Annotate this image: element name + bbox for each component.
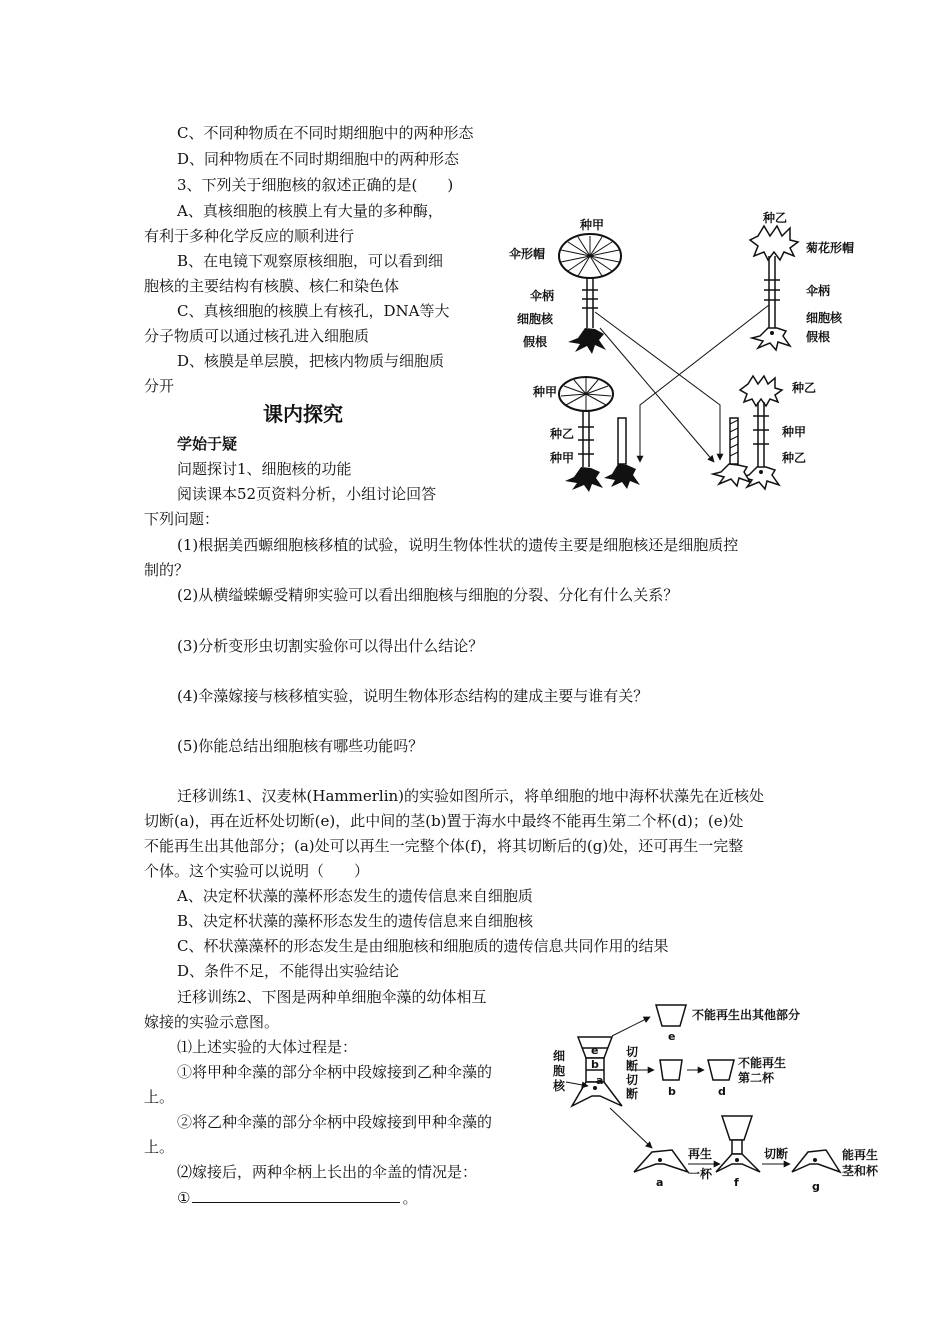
fig1-label-chrysanthemum-cap: 菊花形帽 <box>806 241 855 255</box>
section-intro-line2: 下列问题： <box>144 510 220 528</box>
cut-lower-label <box>626 1072 638 1101</box>
fig1-label-bottom-right-species-b: 种乙 <box>792 381 817 395</box>
svg-text:细: 细 <box>553 1049 566 1063</box>
fig1-label-bottom-right-root-b: 种乙 <box>782 451 807 465</box>
transfer2-line1: 迁移训练2、下图是两种单细胞伞藻的幼体相互 <box>177 988 487 1006</box>
q3-option-b-line1: B、在电镜下观察原核细胞，可以看到细 <box>177 252 444 270</box>
piece-d <box>708 1060 734 1080</box>
fig1-label-bottom-right-stalk-a: 种甲 <box>782 425 807 439</box>
fig2-cut-again: 切断 <box>764 1147 789 1161</box>
answer-1-suffix: 。 <box>402 1189 418 1207</box>
transfer2-step1a: ①将甲种伞藻的部分伞柄中段嫁接到乙种伞藻的 <box>177 1063 493 1081</box>
fig1-label-nucleus-right: 细胞核 <box>806 311 843 325</box>
transfer1-line1: 迁移训练1、汉麦林(Hammerlin)的实验如图所示，将单细胞的地中海杯状藻先在近核处 <box>177 787 765 805</box>
transfer1-line3: 不能再生出其他部分；(a)处可以再生一完整个体(f)，将其切断后的(g)处，还可再生一完整 <box>144 837 744 855</box>
fig1-label-nucleus-left: 细胞核 <box>517 312 554 326</box>
fig2-regrow-1: 再生 <box>688 1147 713 1161</box>
cut-upper-label <box>626 1044 638 1073</box>
piece-e <box>656 1005 686 1026</box>
fig1-label-umbrella-cap: 伞形帽 <box>509 247 546 261</box>
transfer1-line2: 切断(a)，再在近杯处切断(e)，此中间的茎(b)置于海水中最终不能再生第二个杯(d)；(e)处 <box>144 812 744 830</box>
svg-text:切: 切 <box>626 1073 639 1087</box>
question-1-line2: 制的？ <box>144 561 190 579</box>
fig2-label-d: d <box>718 1085 726 1098</box>
fig2-label-b-mid: b <box>591 1058 599 1071</box>
section-intro-line1: 阅读课本52页资料分析，小组讨论回答 <box>177 485 437 503</box>
transfer2-step2: ⑵嫁接后，两种伞柄上长出的伞盖的情况是： <box>177 1163 478 1181</box>
fig1-label-species-a: 种甲 <box>580 218 605 232</box>
fig1-label-rhizoid-left: 假根 <box>523 335 548 349</box>
svg-text:断: 断 <box>626 1059 639 1073</box>
q3-option-a-line1: A、真核细胞的核膜上有大量的多种酶， <box>177 202 443 220</box>
fig1-label-species-b: 种乙 <box>763 211 788 225</box>
q3-option-b-line2: 胞核的主要结构有核膜、核仁和染色体 <box>144 277 400 295</box>
svg-text:断: 断 <box>626 1087 639 1101</box>
fig2-label-e: e <box>668 1030 676 1043</box>
transfer2-line2: 嫁接的实验示意图。 <box>144 1013 280 1031</box>
fig2-cannot-regrow-other: 不能再生出其他部分 <box>692 1008 801 1022</box>
fig2-cannot-regrow-second-1: 不能再生 <box>738 1056 787 1070</box>
answer-1-prefix: ① <box>177 1189 191 1207</box>
transfer1-option-c: C、杯状藻藻杯的形态发生是由细胞核和细胞质的遗传信息共同作用的结果 <box>177 937 669 955</box>
fig1-label-bottom-left-species-a: 种甲 <box>533 385 558 399</box>
fig2-can-regrow-2: 茎和杯 <box>842 1164 879 1178</box>
fig2-label-b: b <box>668 1085 676 1098</box>
fig1-label-rhizoid-right: 假根 <box>806 330 831 344</box>
svg-text:核: 核 <box>553 1079 566 1093</box>
q2-option-d: D、同种物质在不同时期细胞中的两种形态 <box>177 150 460 168</box>
transfer2-step1b: ②将乙种伞藻的部分伞柄中段嫁接到甲种伞藻的 <box>177 1113 493 1131</box>
svg-text:胞: 胞 <box>553 1064 566 1078</box>
fig1-label-bottom-left-root-a: 种甲 <box>550 451 575 465</box>
question-4: (4)伞藻嫁接与核移植实验，说明生物体形态结构的建成主要与谁有关？ <box>177 687 649 705</box>
q3-option-c-line1: C、真核细胞的核膜上有核孔，DNA等大 <box>177 302 450 320</box>
transfer2-step1b-end: 上。 <box>144 1138 175 1156</box>
q3-option-d-line1: D、核膜是单层膜，把核内物质与细胞质 <box>177 352 445 370</box>
question-2: (2)从横缢蝾螈受精卵实验可以看出细胞核与细胞的分裂、分化有什么关系？ <box>177 586 679 604</box>
q2-option-c: C、不同种物质在不同时期细胞中的两种形态 <box>177 124 474 142</box>
transfer1-option-a: A、决定杯状藻的藻杯形态发生的遗传信息来自细胞质 <box>177 887 533 905</box>
q3-stem: 3、下列关于细胞核的叙述正确的是( ) <box>177 176 454 194</box>
svg-text:切: 切 <box>626 1045 639 1059</box>
fig2-label-a-low: a <box>596 1074 604 1087</box>
transfer1-option-d: D、条件不足，不能得出实验结论 <box>177 962 400 980</box>
piece-f <box>716 1116 760 1172</box>
question-3: (3)分析变形虫切割实验你可以得出什么结论？ <box>177 637 484 655</box>
q3-option-d-line2: 分开 <box>144 377 175 395</box>
fig2-label-e-top: e <box>591 1044 599 1057</box>
fig2-label-a: a <box>656 1176 664 1189</box>
section-topic: 问题探讨1、细胞核的功能 <box>177 460 352 478</box>
transfer1-option-b: B、决定杯状藻的藻杯形态发生的遗传信息来自细胞核 <box>177 912 534 930</box>
q3-option-c-line2: 分子物质可以通过核孔进入细胞质 <box>144 327 370 345</box>
question-1-line1: (1)根据美西螈细胞核移植的试验，说明生物体性状的遗传主要是细胞核还是细胞质控 <box>177 536 739 554</box>
transfer1-line4: 个体。这个实验可以说明（ ） <box>144 862 370 880</box>
fig2-label-f: f <box>734 1176 739 1189</box>
fig2-cannot-regrow-second-2: 第二杯 <box>738 1071 775 1085</box>
fig1-label-bottom-left-stalk-b: 种乙 <box>550 427 575 441</box>
question-5: (5)你能总结出细胞核有哪些功能吗？ <box>177 737 424 755</box>
transfer2-step1a-end: 上。 <box>144 1088 175 1106</box>
piece-b <box>660 1060 682 1080</box>
transfer2-step1: ⑴上述实验的大体过程是： <box>177 1038 358 1056</box>
fig2-can-regrow-1: 能再生 <box>842 1148 879 1162</box>
fig2-regrow-2: 一杯 <box>688 1167 713 1181</box>
q3-option-a-line2: 有利于多种化学反应的顺利进行 <box>144 227 355 245</box>
fig2-label-g: g <box>812 1180 820 1193</box>
section-title: 课内探究 <box>263 402 343 426</box>
fig1-label-stalk-left: 伞柄 <box>530 289 555 303</box>
nucleus-vertical-label <box>552 1048 566 1093</box>
fig1-label-stalk-right: 伞柄 <box>806 284 831 298</box>
section-subtitle: 学始于疑 <box>177 435 238 453</box>
